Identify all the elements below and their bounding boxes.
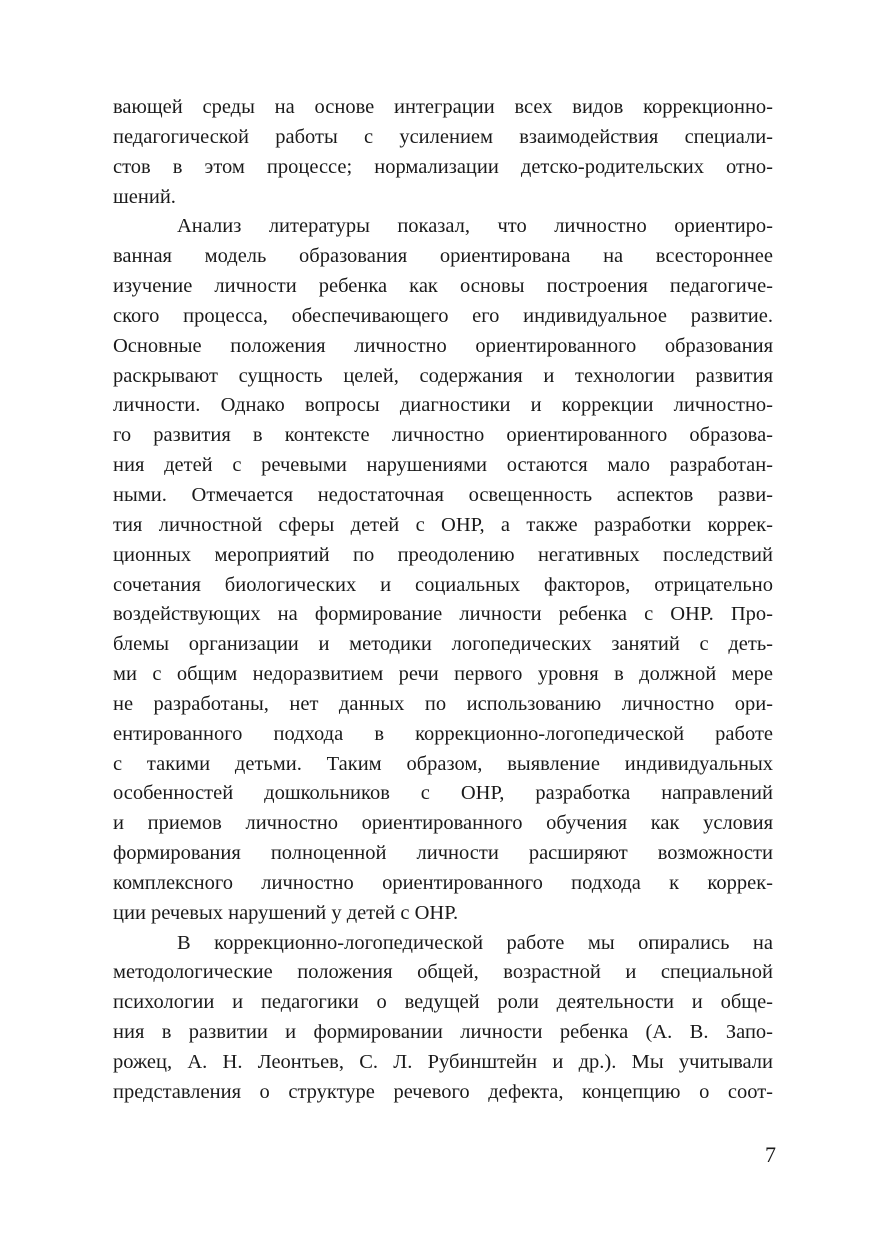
text-line: методологические положения общей, возрастной и специальной — [113, 961, 773, 984]
text-line: представления о структуре речевого дефекта, концепцию о соот- — [113, 1080, 773, 1103]
text-line: изучение личности ребенка как основы построения педагогиче- — [113, 275, 773, 298]
paragraph — [113, 929, 773, 1108]
text-line: ванная модель образования ориентирована на всестороннее — [113, 245, 773, 268]
text-line: шений. — [113, 185, 176, 208]
text-line: личности. Однако вопросы диагностики и коррекции личностно- — [113, 394, 773, 417]
text-line: комплексного личностно ориентированного подхода к коррек- — [113, 871, 773, 894]
paragraph — [113, 93, 773, 212]
text-line: ния в развитии и формировании личности ребенка (А. В. Запо- — [113, 1021, 773, 1044]
text-line: блемы организации и методики логопедических занятий с деть- — [113, 633, 773, 656]
text-line: Основные положения личностно ориентированного образования — [113, 334, 773, 357]
text-line: педагогической работы с усилением взаимодействия специали- — [113, 125, 773, 148]
text-line: ции речевых нарушений у детей с ОНР. — [113, 901, 459, 924]
text-line: ния детей с речевыми нарушениями остаются мало разработан- — [113, 454, 773, 477]
text-line: Анализ литературы показал, что личностно ориентиро- — [177, 215, 773, 238]
text-line: тия личностной сферы детей с ОНР, а также разработки коррек- — [113, 513, 773, 536]
text-line: рожец, А. Н. Леонтьев, С. Л. Рубинштейн и др.). Мы учитывали — [113, 1051, 773, 1073]
page-text — [113, 93, 773, 1108]
text-line: психологии и педагогики о ведущей роли деятельности и обще- — [113, 991, 773, 1014]
text-line: стов в этом процессе; нормализации детско-родительских отно- — [113, 155, 773, 178]
text-line: ными. Отмечается недостаточная освещенность аспектов разви- — [113, 483, 773, 506]
paragraph — [113, 212, 773, 928]
text-line: В коррекционно-логопедической работе мы опирались на — [177, 931, 773, 954]
text-line: с такими детьми. Таким образом, выявление индивидуальных — [113, 752, 773, 775]
text-line: сочетания биологических и социальных факторов, отрицательно — [113, 573, 773, 596]
text-line: и приемов личностно ориентированного обучения как условия — [113, 812, 773, 835]
text-line: ционных мероприятий по преодолению негативных последствий — [113, 543, 773, 566]
text-line: ского процесса, обеспечивающего его индивидуальное развитие. — [113, 304, 773, 327]
text-line: воздействующих на формирование личности ребенка с ОНР. Про- — [113, 603, 773, 626]
text-line: вающей среды на основе интеграции всех видов коррекционно- — [113, 96, 773, 118]
text-line: ентированного подхода в коррекционно-логопедической работе — [113, 722, 773, 745]
text-line: ми с общим недоразвитием речи первого уровня в должной мере — [113, 663, 773, 686]
page-number: 7 — [765, 1142, 776, 1167]
text-line: не разработаны, нет данных по использованию личностно ори- — [113, 692, 773, 715]
text-line: го развития в контексте личностно ориентированного образова- — [113, 424, 773, 447]
text-line: формирования полноценной личности расширяют возможности — [113, 842, 773, 865]
text-line: особенностей дошкольников с ОНР, разработка направлений — [113, 782, 773, 805]
text-line: раскрывают сущность целей, содержания и технологии развития — [113, 364, 773, 387]
